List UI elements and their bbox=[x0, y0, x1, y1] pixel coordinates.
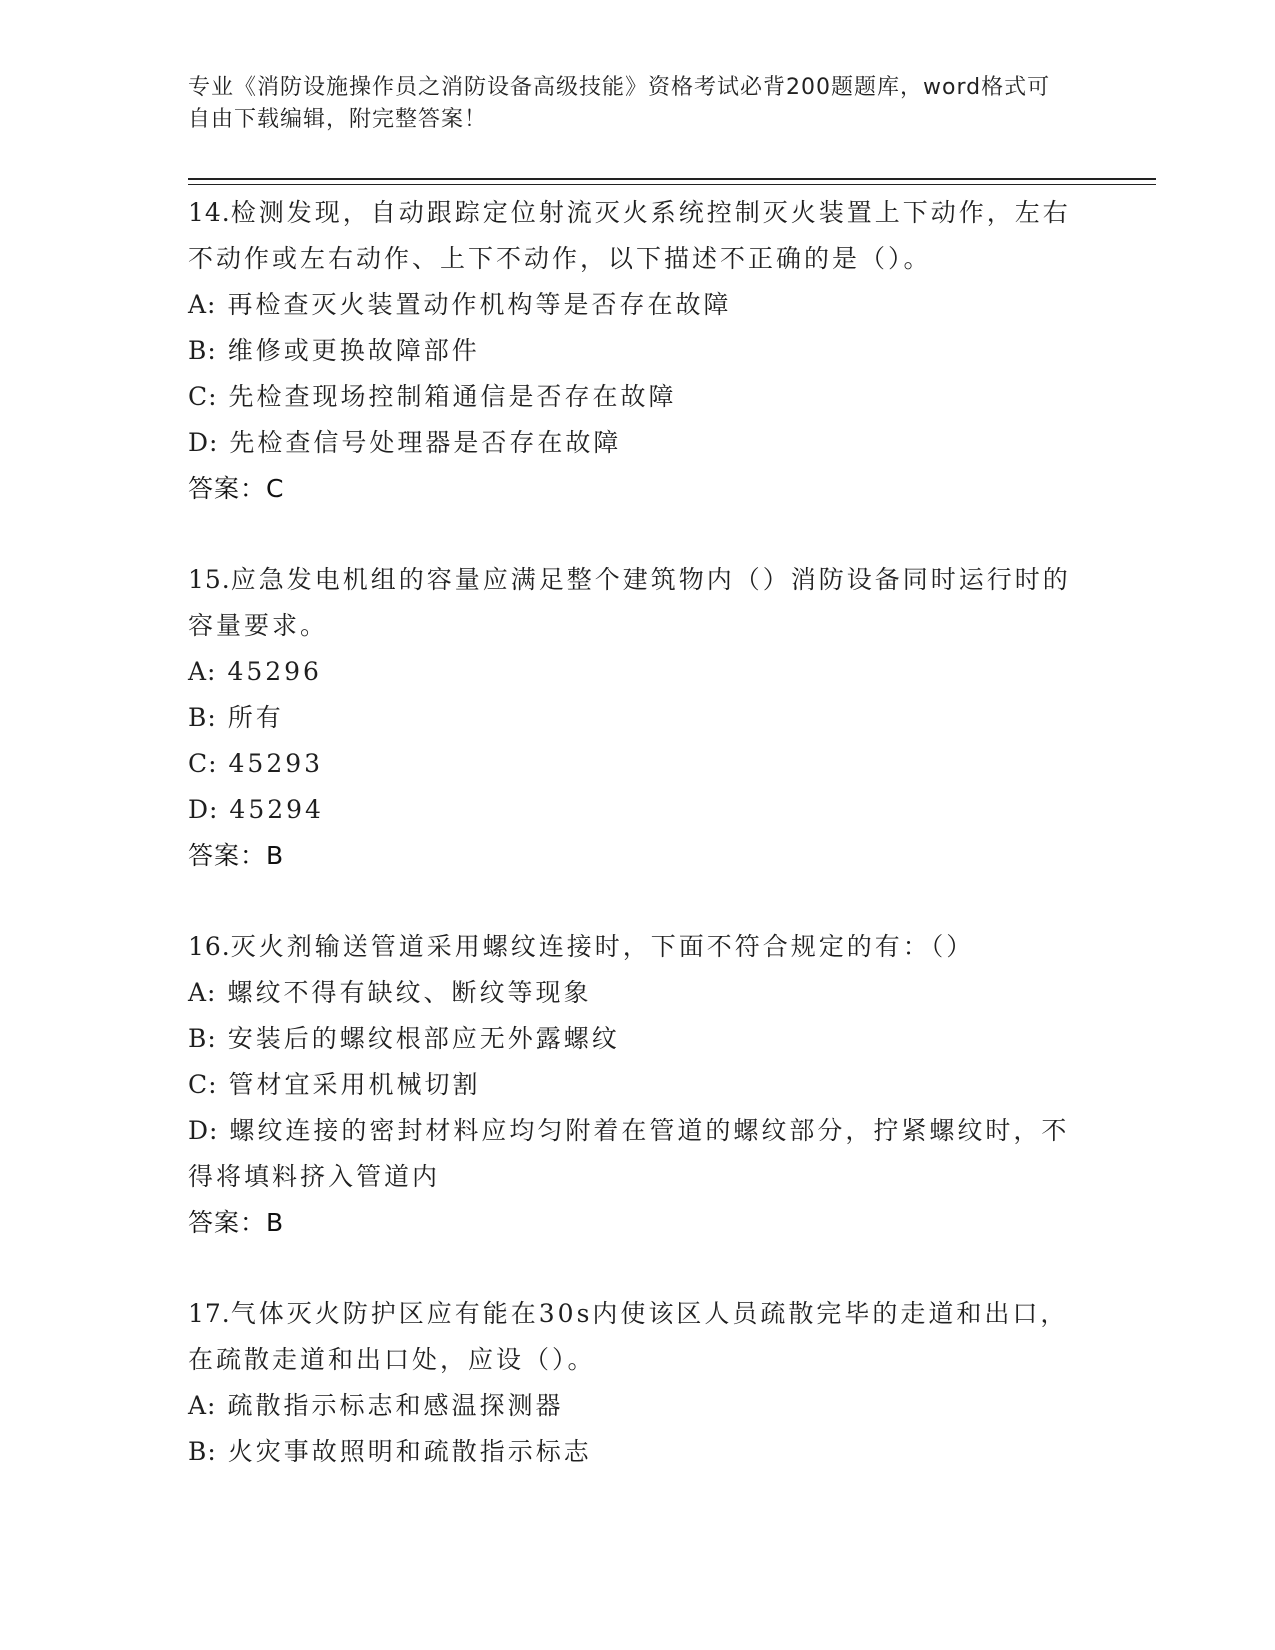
question-number: 16. bbox=[188, 932, 231, 961]
option-letter: A: bbox=[188, 1391, 217, 1420]
option-d bbox=[188, 787, 1088, 833]
question-stem bbox=[188, 557, 1088, 649]
option-text: 再检查灭火装置动作机构等是否存在故障 bbox=[227, 290, 732, 319]
question-15 bbox=[188, 557, 1088, 879]
option-b bbox=[188, 328, 1088, 374]
question-number: 15. bbox=[188, 565, 231, 594]
option-c bbox=[188, 1062, 1088, 1108]
answer-line: 答案：C bbox=[188, 474, 285, 503]
option-letter: C: bbox=[188, 382, 218, 411]
question-text: 灭火剂输送管道采用螺纹连接时，下面不符合规定的有：（） bbox=[230, 932, 975, 961]
option-letter: A: bbox=[188, 978, 217, 1007]
option-letter: B: bbox=[188, 1437, 217, 1466]
option-text: 火灾事故照明和疏散指示标志 bbox=[227, 1437, 592, 1466]
question-text: 气体灭火防护区应有能在30s内使该区人员疏散完毕的走道和出口，在疏散走道和出口处，应设（）。 bbox=[188, 1299, 1069, 1374]
option-letter: A: bbox=[188, 657, 217, 686]
option-text: 45296 bbox=[227, 657, 322, 686]
answer-line: 答案：B bbox=[188, 841, 285, 870]
option-c bbox=[188, 374, 1088, 420]
question-number: 17. bbox=[188, 1299, 231, 1328]
option-letter: C: bbox=[188, 1070, 218, 1099]
document-header bbox=[188, 72, 1068, 136]
header-title: 专业《消防设施操作员之消防设备高级技能》资格考试必背200题题库，word格式可自由下载编辑，附完整答案！ bbox=[188, 75, 1051, 132]
option-letter: D: bbox=[188, 795, 219, 824]
option-a bbox=[188, 649, 1088, 695]
option-d bbox=[188, 420, 1088, 466]
option-letter: D: bbox=[188, 428, 219, 457]
option-letter: C: bbox=[188, 749, 218, 778]
option-text: 安装后的螺纹根部应无外露螺纹 bbox=[227, 1024, 620, 1053]
option-a bbox=[188, 970, 1088, 1016]
option-text: 45294 bbox=[229, 795, 324, 824]
option-a bbox=[188, 282, 1088, 328]
option-b bbox=[188, 695, 1088, 741]
option-text: 先检查信号处理器是否存在故障 bbox=[229, 428, 622, 457]
question-list bbox=[188, 190, 1088, 1475]
option-text: 先检查现场控制箱通信是否存在故障 bbox=[228, 382, 677, 411]
option-text: 螺纹不得有缺纹、断纹等现象 bbox=[227, 978, 592, 1007]
question-stem bbox=[188, 1291, 1088, 1383]
question-stem bbox=[188, 924, 1088, 970]
option-text: 所有 bbox=[227, 703, 284, 732]
option-text: 管材宜采用机械切割 bbox=[228, 1070, 481, 1099]
option-b bbox=[188, 1016, 1088, 1062]
option-letter: A: bbox=[188, 290, 217, 319]
option-text: 螺纹连接的密封材料应均匀附着在管道的螺纹部分，拧紧螺纹时，不得将填料挤入管道内 bbox=[188, 1116, 1070, 1191]
header-divider-thin bbox=[188, 184, 1156, 185]
header-divider-thick bbox=[188, 178, 1156, 180]
option-letter: D: bbox=[188, 1116, 219, 1145]
option-text: 疏散指示标志和感温探测器 bbox=[227, 1391, 564, 1420]
option-letter: B: bbox=[188, 703, 217, 732]
option-c bbox=[188, 741, 1088, 787]
option-d bbox=[188, 1108, 1088, 1200]
question-text: 检测发现，自动跟踪定位射流灭火系统控制灭火装置上下动作，左右不动作或左右动作、上下不动作，以下描述不正确的是（）。 bbox=[188, 198, 1071, 273]
option-text: 维修或更换故障部件 bbox=[227, 336, 480, 365]
question-stem bbox=[188, 190, 1088, 282]
question-number: 14. bbox=[188, 198, 231, 227]
question-14 bbox=[188, 190, 1088, 512]
question-16 bbox=[188, 924, 1088, 1246]
option-letter: B: bbox=[188, 1024, 217, 1053]
answer-line: 答案：B bbox=[188, 1208, 285, 1237]
question-17 bbox=[188, 1291, 1088, 1475]
option-b bbox=[188, 1429, 1088, 1475]
question-text: 应急发电机组的容量应满足整个建筑物内（）消防设备同时运行时的容量要求。 bbox=[188, 565, 1071, 640]
option-letter: B: bbox=[188, 336, 217, 365]
option-text: 45293 bbox=[228, 749, 324, 778]
option-a bbox=[188, 1383, 1088, 1429]
